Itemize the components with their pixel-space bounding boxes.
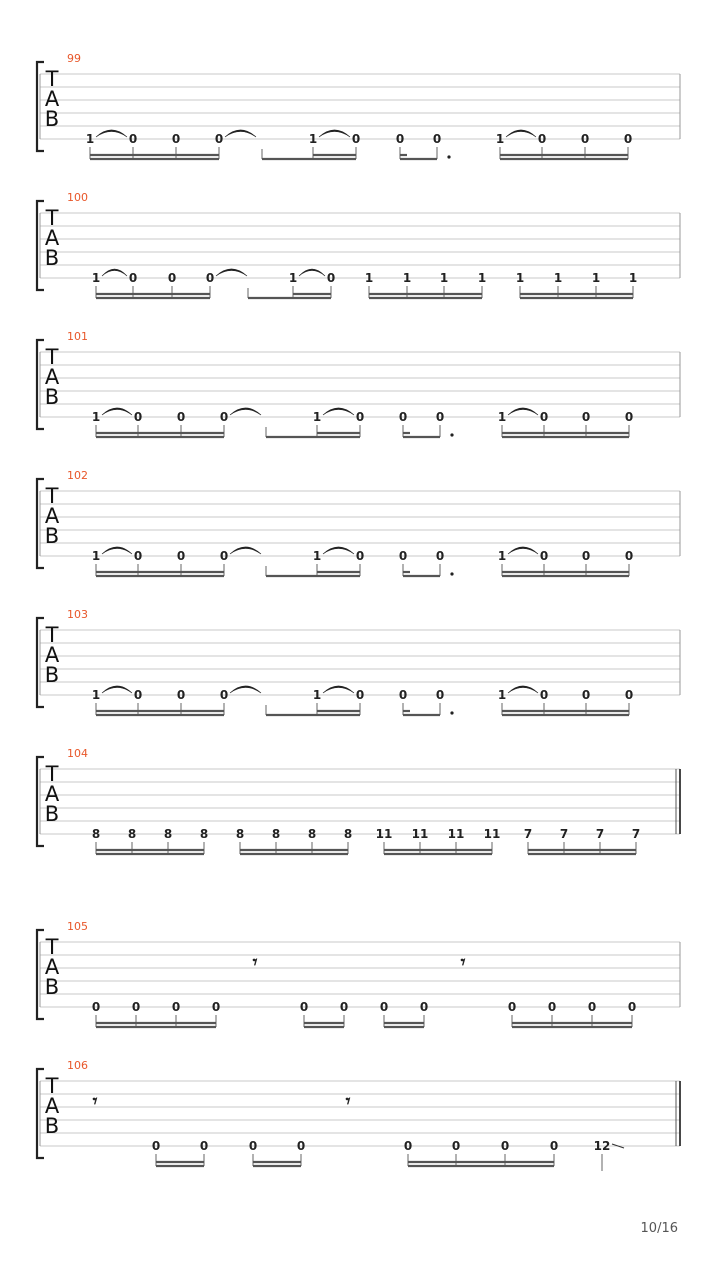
tab-system-100 [37,191,680,298]
fret-number: 0 [539,410,549,424]
fret-number: 1 [91,271,101,285]
eighth-rest: 𝄾 [460,952,466,973]
fret-number: 1 [497,549,507,563]
note-group [399,410,454,437]
tie-arc [102,269,127,276]
fret-number: 7 [559,827,569,841]
note-group [508,1000,636,1027]
fret-number: 1 [495,132,505,146]
tie-arc [230,547,261,554]
fret-number: 0 [176,549,186,563]
fret-number: 0 [133,549,143,563]
fret-number: 0 [537,132,547,146]
tie-arc [102,547,132,554]
note-group [249,1139,305,1166]
note-group [498,408,633,437]
bar-number: 99 [67,52,81,65]
fret-number: 0 [355,688,365,702]
fret-number: 0 [214,132,224,146]
note-group [92,827,208,854]
fret-number: 0 [539,549,549,563]
fret-number: 0 [199,1139,209,1153]
fret-number: 1 [553,271,563,285]
fret-number: 0 [500,1139,510,1153]
note-group [404,1139,558,1166]
fret-number: 1 [591,271,601,285]
bar-number: 104 [67,747,88,760]
fret-number: 0 [507,1000,517,1014]
tie-arc [230,408,261,415]
note-group [496,130,632,159]
fret-number: 1 [515,271,525,285]
fret-number: 0 [176,688,186,702]
fret-number: 0 [248,1139,258,1153]
fret-number: 0 [624,688,634,702]
fret-number: 1 [497,410,507,424]
fret-number: 0 [398,410,408,424]
fret-number: 1 [402,271,412,285]
note-group [266,686,364,715]
fret-number: 1 [497,688,507,702]
fret-number: 0 [151,1139,161,1153]
fret-number: 1 [312,688,322,702]
tab-clef-letter: T [45,1074,59,1098]
tab-clef-letter: A [44,643,60,667]
fret-number: 0 [211,1000,221,1014]
tie-arc [508,408,538,415]
tie-arc [506,130,536,137]
note-group [248,269,335,298]
note-group [376,827,501,854]
tab-clef-letter: B [44,385,60,409]
fret-number: 1 [312,549,322,563]
tab-system-104 [37,747,680,854]
note-group [498,686,633,715]
fret-number: 0 [539,688,549,702]
tab-clef-letter: T [45,623,59,647]
tab-clef-letter: T [45,935,59,959]
fret-number: 0 [624,549,634,563]
note-group [92,269,247,298]
note-group [498,547,633,576]
fret-number: 0 [419,1000,429,1014]
tie-arc [216,269,247,276]
fret-number: 1 [91,410,101,424]
tie-arc [230,686,261,693]
fret-number: 0 [91,1000,101,1014]
fret-number: 1 [477,271,487,285]
note-group [92,408,261,437]
note-group [262,130,360,159]
note-group [266,408,364,437]
tie-arc [323,547,354,554]
fret-number: 0 [398,549,408,563]
fret-number: 7 [595,827,605,841]
fret-number: 0 [581,410,591,424]
fret-number: 8 [163,827,173,841]
fret-number: 0 [581,688,591,702]
fret-number: 12 [593,1139,611,1153]
fret-number: 7 [523,827,533,841]
fret-number: 0 [133,410,143,424]
fret-number: 0 [451,1139,461,1153]
fret-number: 0 [128,132,138,146]
fret-number: 0 [403,1139,413,1153]
note-group [86,130,256,159]
eighth-rest: 𝄾 [92,1091,98,1112]
fret-number: 0 [176,410,186,424]
fret-number: 0 [627,1000,637,1014]
eighth-rest: 𝄾 [252,952,258,973]
note-group [365,271,486,298]
bar-number: 106 [67,1059,88,1072]
fret-number: 8 [307,827,317,841]
fret-number: 1 [308,132,318,146]
fret-number: 0 [547,1000,557,1014]
fret-number: 11 [447,827,465,841]
fret-number: 0 [580,132,590,146]
tab-system-101 [37,330,680,437]
fret-number: 1 [628,271,638,285]
note-group [92,686,261,715]
tab-clef-letter: B [44,246,60,270]
rhythm-dot [447,155,450,158]
fret-number: 0 [299,1000,309,1014]
fret-number: 0 [167,271,177,285]
tab-clef-letter: T [45,762,59,786]
fret-number: 0 [587,1000,597,1014]
tie-arc [102,408,132,415]
fret-number: 0 [171,132,181,146]
tab-clef-letter: B [44,107,60,131]
tab-clef-letter: T [45,67,59,91]
eighth-rest: 𝄾 [345,1091,351,1112]
bar-number: 105 [67,920,88,933]
tab-clef-letter: A [44,365,60,389]
fret-number: 8 [127,827,137,841]
bar-number: 100 [67,191,88,204]
rhythm-dot [450,711,453,714]
fret-number: 0 [128,271,138,285]
tab-clef-letter: A [44,226,60,250]
tab-clef-letter: A [44,1094,60,1118]
fret-number: 8 [271,827,281,841]
tab-system-106 [37,1059,680,1171]
note-group [300,1000,348,1027]
fret-number: 0 [219,410,229,424]
note-group [236,827,352,854]
note-group [92,1000,220,1027]
note-group [399,549,454,576]
fret-number: 11 [411,827,429,841]
note-group [396,132,451,159]
tab-clef-letter: A [44,87,60,111]
fret-number: 0 [355,410,365,424]
fret-number: 0 [581,549,591,563]
tie-arc [299,269,325,276]
tab-clef-letter: B [44,1114,60,1138]
note-group [152,1139,208,1166]
tie-arc [102,686,132,693]
rhythm-dot [450,433,453,436]
tab-clef-letter: A [44,782,60,806]
fret-number: 1 [91,688,101,702]
fret-number: 11 [483,827,501,841]
tab-clef-letter: T [45,345,59,369]
fret-number: 0 [133,688,143,702]
tab-clef-letter: T [45,484,59,508]
bar-number: 101 [67,330,88,343]
fret-number: 0 [131,1000,141,1014]
fret-number: 0 [624,410,634,424]
fret-number: 0 [623,132,633,146]
fret-number: 0 [395,132,405,146]
fret-number: 8 [91,827,101,841]
fret-number: 0 [351,132,361,146]
fret-number: 0 [171,1000,181,1014]
tie-arc [96,130,127,137]
bar-number: 103 [67,608,88,621]
tie-arc [323,686,354,693]
tie-arc [225,130,256,137]
tie-arc [508,686,538,693]
fret-number: 0 [379,1000,389,1014]
tie-arc [319,130,350,137]
fret-number: 1 [364,271,374,285]
fret-number: 1 [439,271,449,285]
note-group [399,688,454,715]
tab-system-105 [37,920,680,1027]
page-number: 10/16 [640,1221,678,1236]
note-group [380,1000,428,1027]
note-group [266,547,364,576]
tab-clef-letter: B [44,663,60,687]
fret-number: 1 [85,132,95,146]
fret-number: 1 [312,410,322,424]
fret-number: 0 [219,688,229,702]
tab-system-102 [37,469,680,576]
fret-number: 8 [235,827,245,841]
fret-number: 0 [435,410,445,424]
tie-arc [508,547,538,554]
fret-number: 7 [631,827,641,841]
tab-clef-letter: A [44,955,60,979]
fret-number: 0 [435,549,445,563]
tab-system-99 [37,52,680,159]
fret-number: 0 [296,1139,306,1153]
fret-number: 8 [343,827,353,841]
tab-clef-letter: B [44,524,60,548]
fret-number: 0 [339,1000,349,1014]
fret-number: 0 [219,549,229,563]
rhythm-dot [450,572,453,575]
tab-system-103 [37,608,680,715]
tab-clef-letter: T [45,206,59,230]
note-group [516,271,637,298]
fret-number: 0 [326,271,336,285]
note-group [92,547,261,576]
tab-clef-letter: B [44,802,60,826]
fret-number: 0 [435,688,445,702]
fret-number: 0 [398,688,408,702]
tab-clef-letter: B [44,975,60,999]
note-group [594,1139,624,1171]
tie-arc [323,408,354,415]
fret-number: 0 [205,271,215,285]
fret-number: 0 [432,132,442,146]
note-group [524,827,640,854]
fret-number: 1 [288,271,298,285]
bar-number: 102 [67,469,88,482]
tab-clef-letter: A [44,504,60,528]
fret-number: 8 [199,827,209,841]
fret-number: 0 [355,549,365,563]
fret-number: 0 [549,1139,559,1153]
fret-number: 11 [375,827,393,841]
fret-number: 1 [91,549,101,563]
